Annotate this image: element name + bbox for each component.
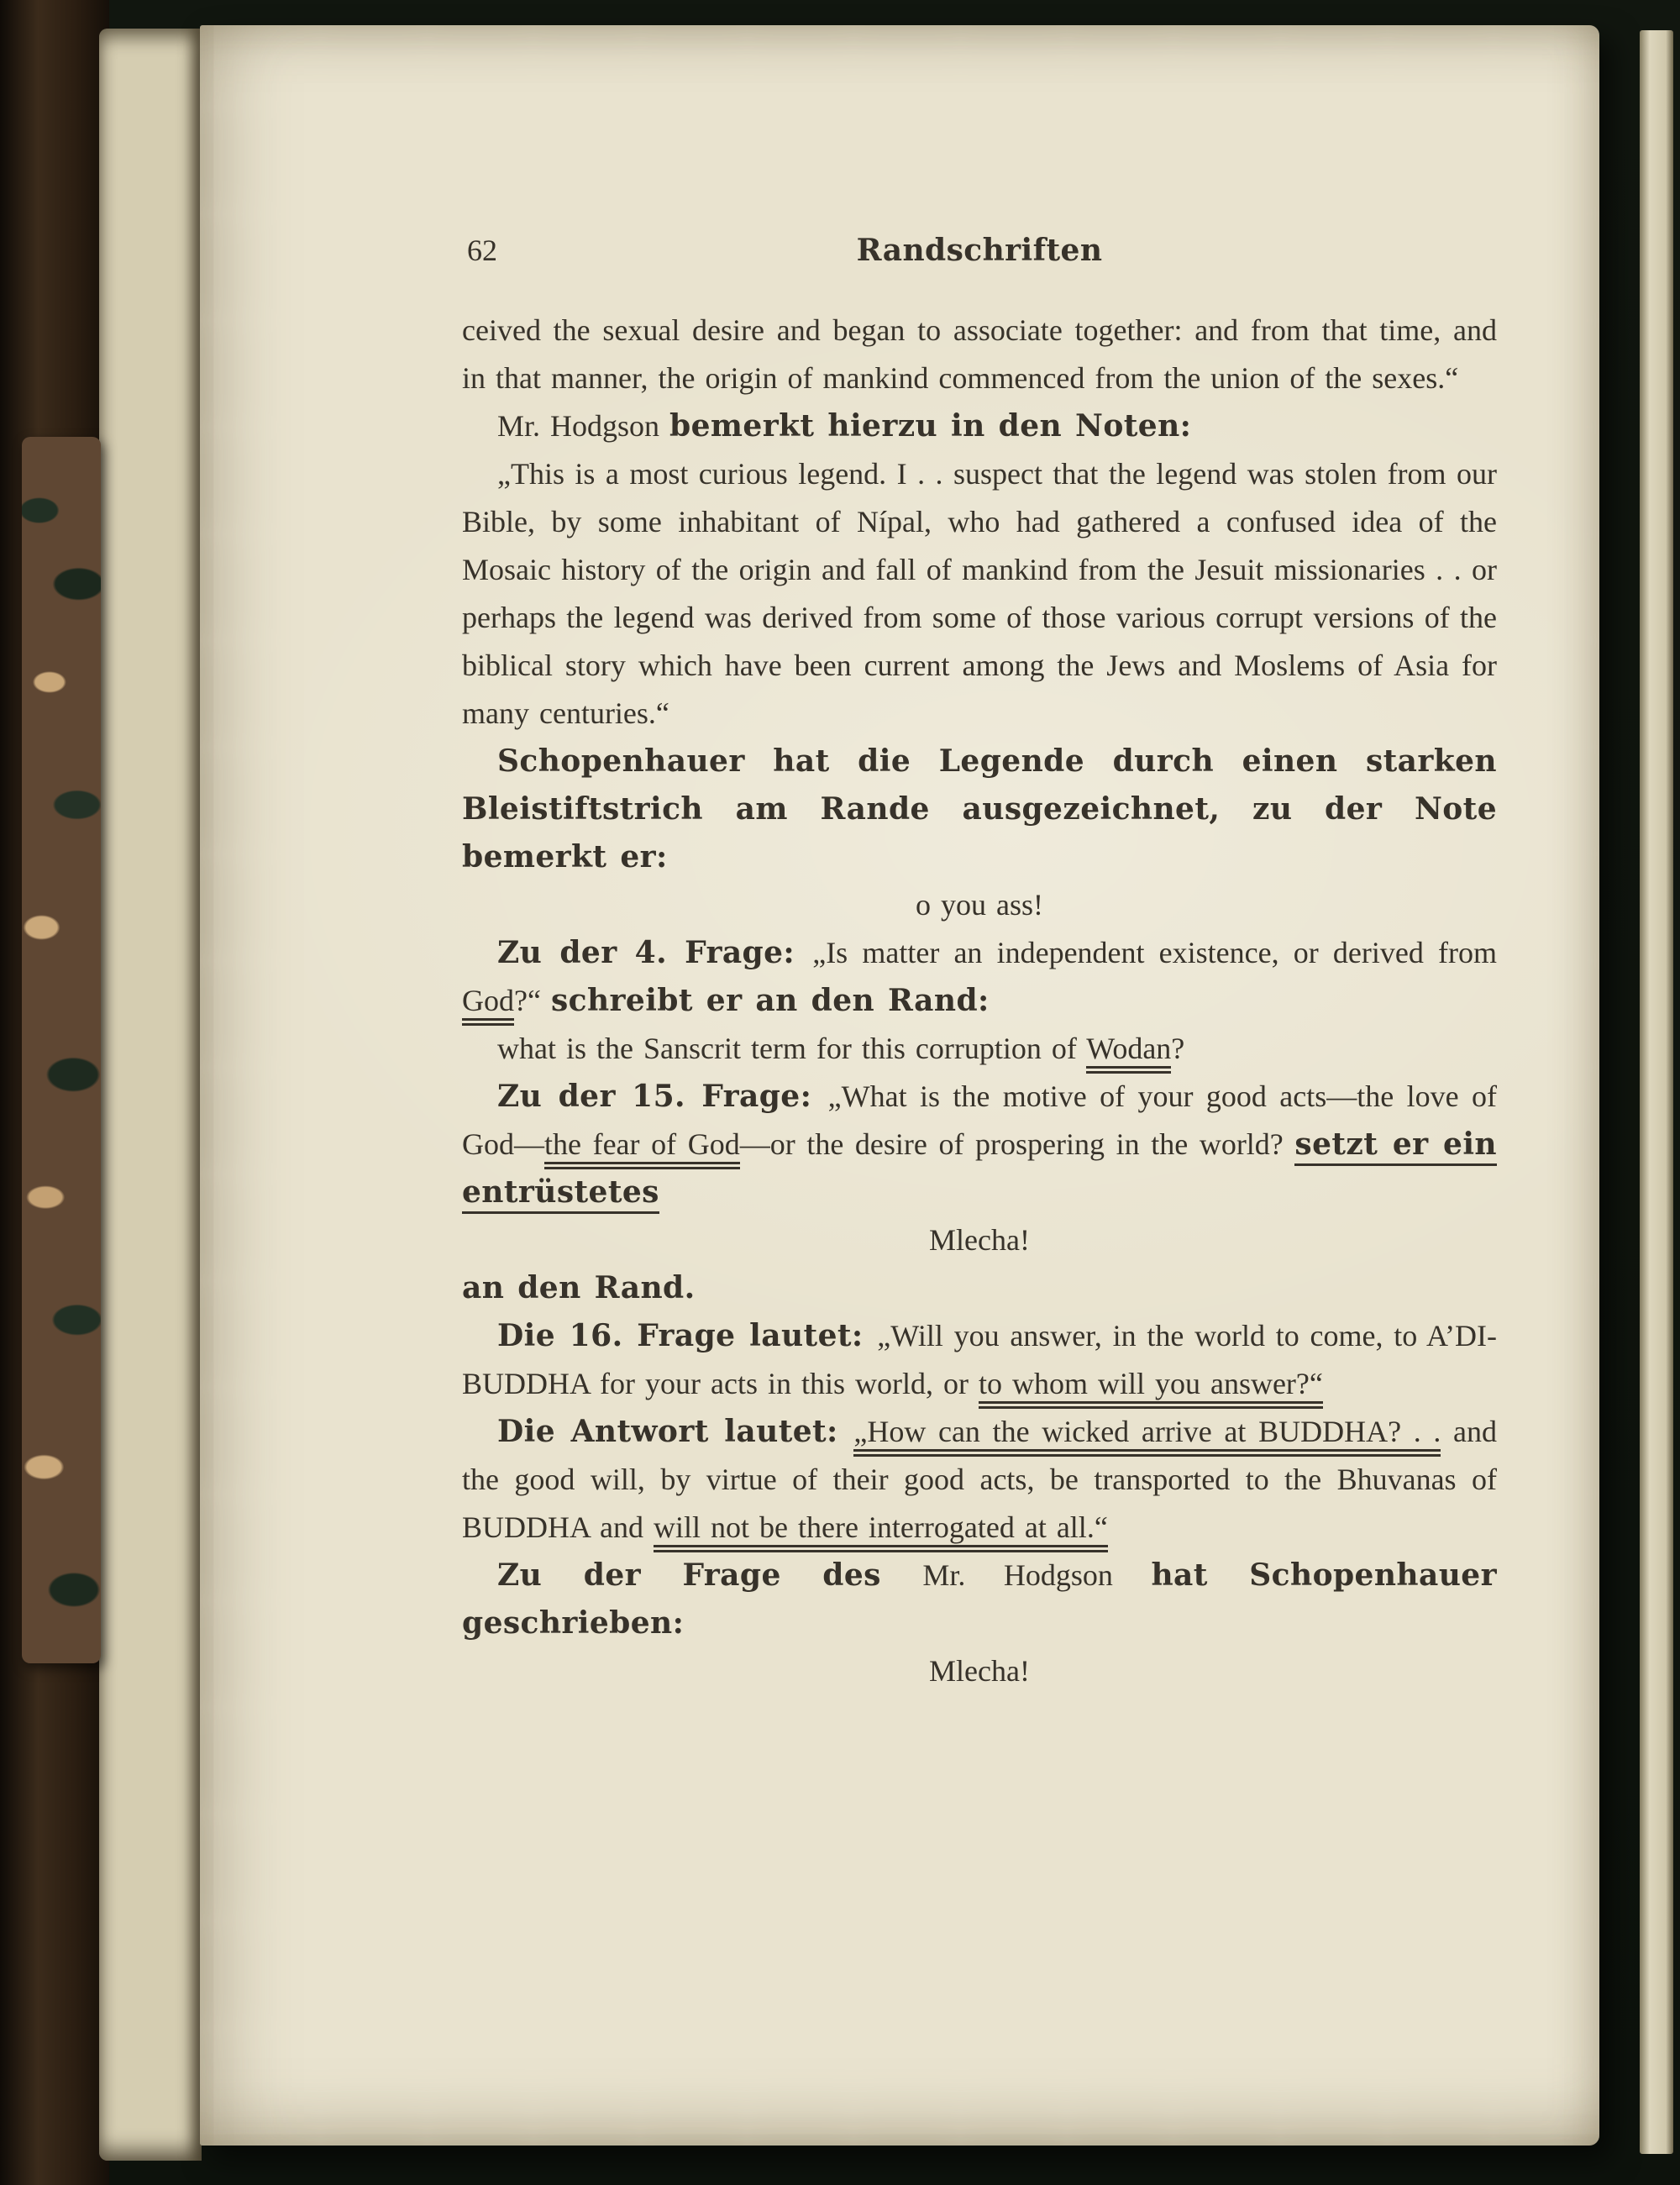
text-segment: bemerkt hierzu in den Noten:	[669, 408, 1192, 444]
text-segment: Mr. Hodgson	[497, 409, 670, 443]
underlined-phrase: the fear of God	[544, 1127, 740, 1169]
paragraph	[462, 1408, 1497, 1552]
marginal-note	[462, 881, 1497, 929]
paragraph	[462, 738, 1497, 881]
text-segment: Die 16. Frage lautet:	[497, 1318, 878, 1353]
underlined-phrase: setzt er ein entrüstetes	[462, 1127, 1497, 1214]
text-segment: Schopenhauer hat die Legende durch einen starken Bleistiftstrich am Rande ausgezeichnet, zu der Note bemerkt er:	[462, 743, 1497, 875]
paragraph	[462, 307, 1497, 402]
text-segment: what is the Sanscrit term for this corruption of	[497, 1032, 1087, 1065]
text-segment: schreibt er an den Rand:	[550, 983, 990, 1018]
underlined-phrase: to whom will you answer?“	[979, 1367, 1323, 1409]
text-segment: „What is the motive of your good acts—the love of God—	[462, 1079, 1498, 1161]
text-segment: ?“	[514, 984, 551, 1017]
marbled-board	[22, 437, 101, 1663]
page-header	[462, 227, 1497, 275]
paragraph	[462, 402, 1497, 450]
text-segment: Die Antwort lautet:	[497, 1414, 854, 1449]
text-segment: Mr. Hodgson	[922, 1558, 1152, 1592]
marginal-note	[462, 1025, 1497, 1073]
text-segment: „Will you answer, in the world to come, to A’DI-BUDDHA for your acts in this world, or	[462, 1319, 1497, 1400]
paragraph	[462, 1312, 1497, 1408]
text-segment: hat Schopenhauer geschrieben:	[462, 1557, 1497, 1641]
paragraph	[462, 1073, 1497, 1216]
text-segment: an den Rand.	[462, 1270, 696, 1305]
marginal-note	[462, 1647, 1497, 1695]
text-segment: —or the desire of prospering in the world?	[739, 1127, 1295, 1161]
text-segment: Zu der 4. Frage:	[497, 935, 813, 970]
book-page	[200, 25, 1599, 2146]
text-segment: „Is matter an independent existence, or derived from	[812, 936, 1497, 969]
running-header: Randschriften	[856, 233, 1103, 268]
text-segment: ?	[1171, 1032, 1185, 1065]
marginal-note	[462, 1216, 1497, 1264]
text-segment: and the good will, by virtue of their good acts, be transported to the Bhuvanas of BUDDHA and	[462, 1415, 1498, 1544]
page-number: 62	[467, 234, 497, 267]
underlined-phrase: will not be there interrogated at all.“	[654, 1510, 1108, 1552]
text-segment: o you ass!	[916, 888, 1043, 922]
underlined-phrase: Wodan	[1086, 1032, 1171, 1074]
page-edge-stack	[99, 29, 202, 2161]
text-block	[462, 227, 1497, 1695]
text-segment: Zu der 15. Frage:	[497, 1079, 828, 1114]
text-segment: ceived the sexual desire and began to associate together: and from that time, and in that manner, the origin of mankind commenced from the union of the sexes.“	[462, 313, 1497, 395]
paragraph	[462, 929, 1497, 1025]
text-segment: „This is a most curious legend. I . . suspect that the legend was stolen from our Bible, by some inhabitant of Nípal, who had gathered a confused idea of the Mosaic history of the origin and fall of mankind from the Jesuit missionaries . . or perhaps the legend was derived from some of those various corrupt versions of the biblical story which have been current among the Jews and Moslems of Asia for many centuries.“	[462, 457, 1497, 730]
underlined-phrase: „How can the wicked arrive at BUDDHA? . .	[853, 1415, 1441, 1457]
text-segment: Mlecha!	[929, 1223, 1030, 1257]
paragraph	[462, 1264, 1497, 1312]
paragraph	[462, 450, 1497, 738]
underlined-phrase: God	[462, 984, 514, 1026]
text-segment: Zu der Frage des	[497, 1557, 923, 1593]
text-segment: Mlecha!	[929, 1654, 1030, 1688]
facing-page-edge	[1640, 30, 1673, 2154]
paragraph	[462, 1552, 1497, 1647]
